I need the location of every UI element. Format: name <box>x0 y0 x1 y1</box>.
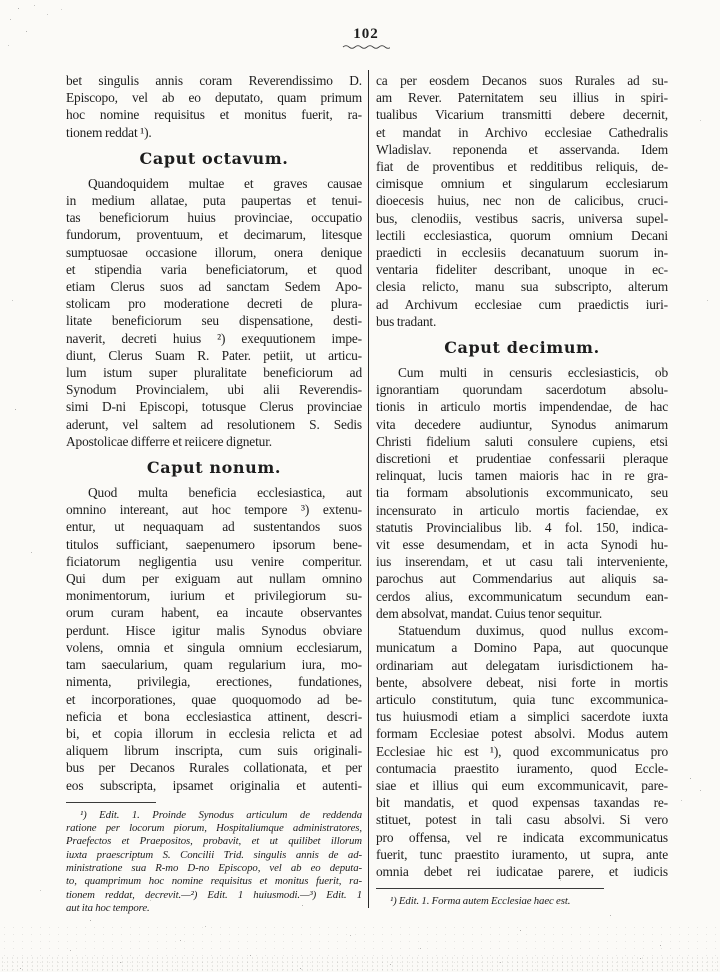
text-line: tualibus Vicarium transmitti debere decernit, <box>376 107 668 123</box>
footnote-line: tionem reddat, decrevit.—²) Edit. 1 huiusmodi.—³) Edit. 1 <box>66 888 362 901</box>
chapter-heading: Caput nonum. <box>146 458 282 478</box>
footnote-line: to, quamprimum hoc nomine requisitus et monitus fuerit, ra- <box>66 875 362 888</box>
text-line: ficiatorum negligentia usu venire comperitur. <box>66 553 362 569</box>
text-line: Wladislav. reponenda et asservanda. Idem <box>376 141 668 157</box>
text-line: fundorum, proventuum, et decimarum, litesque <box>66 227 362 243</box>
text-line: tionem reddat ¹). <box>66 124 152 140</box>
text-line: Apostolicae differre et reiicere dignetur. <box>66 433 272 449</box>
text-line: et mandat in Archivo ecclesiae Cathedralis <box>376 124 668 140</box>
text-line: contumacia praestito iuramento, quod Eccle- <box>376 760 668 776</box>
chapter-heading: Caput octavum. <box>139 148 289 168</box>
text-line: lum istum super pluralitate beneficiorum ad <box>66 365 362 381</box>
scan-speckles <box>0 0 1 1</box>
text-line: neficia et bona ecclesiastica attinent, descri- <box>66 708 362 724</box>
text-line: aderunt, vel saltem ad resolutionem S. Sedis <box>66 416 362 432</box>
text-line: statutis Provincialibus lib. 4 fol. 150, indica- <box>376 519 668 535</box>
text-line: bus, clenodiis, vestibus sacris, universa supel- <box>376 210 668 226</box>
text-line: stolicam pro moderatione decreti de plura- <box>66 296 362 312</box>
footnote-block <box>376 895 668 908</box>
text-line: aliquem librum inscripta, cum suis originali- <box>66 743 362 759</box>
left-column <box>66 72 362 915</box>
text-line: clesia relicto, manu sua subscripto, alterum <box>376 279 668 295</box>
text-line: ignorantiam quorundam sacerdotum absolu- <box>376 382 668 398</box>
footnote-line: Praefectos et Praepositos, probavit, et ut quilibet illorum <box>66 835 362 848</box>
text-line: diunt, Clerus Suam R. Pater. petiit, ut articu- <box>66 347 362 363</box>
paragraph <box>376 72 668 330</box>
paragraph <box>66 175 362 450</box>
footnote-line: aut ita hoc tempore. <box>66 901 150 914</box>
text-line: Cum multi in censuris ecclesiasticis, ob <box>398 365 668 381</box>
text-line: tia formam absolutionis excommunicato, seu <box>376 485 668 501</box>
text-line: ventaria fideliter describant, unoque in ec- <box>376 262 668 278</box>
text-line: discretioni et prudentiae confessarii pleraque <box>376 451 668 467</box>
text-line: tus huiusmodi etiam a simplici sacerdote iuxta <box>376 709 668 725</box>
wavy-underline <box>342 44 390 50</box>
text-line: bi, et copia illorum in ecclesia relicta et ad <box>66 725 362 741</box>
text-line: Quandoquidem multae et graves causae <box>88 175 362 191</box>
chapter-heading: Caput decimum. <box>444 338 600 358</box>
text-line: am Rever. Paternitatem seu illius in spiri- <box>376 90 668 106</box>
text-line: Christi fidelium saluti consulere cupiens, etsi <box>376 433 668 449</box>
footnote-line: ratione per locorum piorum, Hospitaliumque administratores, <box>66 822 362 835</box>
text-line: naverit, decreti huius ²) exequutionem impe- <box>66 330 362 346</box>
paragraph <box>376 622 668 880</box>
text-line: vita decedere audiuntur, Synodus animarum <box>376 416 668 432</box>
text-line: bente, absolvere debeat, nisi forte in mortis <box>376 674 668 690</box>
text-line: bus tradant. <box>376 313 437 329</box>
text-line: ordinariam aut delegatam iurisdictionem ha- <box>376 657 668 673</box>
footnote-line: iuxta praescriptum S. Concilii Trid. singulis annis de ad- <box>66 848 362 861</box>
footnote-separator <box>376 888 604 889</box>
text-line: Qui dum per exiguam aut nullam omnino <box>66 571 362 587</box>
footnote-line: ministratione sua R-mo D-no Episcopo, vel ab eo deputa- <box>66 861 362 874</box>
text-line: cimisque omnium et singularum ecclesiarum <box>376 176 668 192</box>
text-line: tam saecularium, quam regularium iura, mo- <box>66 657 362 673</box>
text-line: formam Ecclesiae potest absolvi. Modus autem <box>376 726 668 742</box>
text-line: siae et illius qui eum excommunicavit, pare- <box>376 777 668 793</box>
text-line: perdunt. Hisce igitur malis Synodus obviare <box>66 622 362 638</box>
text-line: pro offensa, vel re indicata excommunicatus <box>376 829 668 845</box>
text-line: lectili ecclesiastica, quorum omnium Decani <box>376 227 668 243</box>
text-line: ad Archivum ecclesiae cum praedictis iuri- <box>376 296 668 312</box>
text-line: Ecclesiae hic est ¹), quod excommunicatus pro <box>376 743 668 759</box>
text-line: stituet, potest in tali casu absolvi. Si vero <box>376 812 668 828</box>
text-line: ius inserendam, et ut casu tali interveniente, <box>376 554 668 570</box>
paragraph <box>376 364 668 622</box>
footnote-block <box>66 809 362 915</box>
column-divider <box>368 70 369 908</box>
page-number: 102 <box>353 26 379 42</box>
text-line: et stipendia varia beneficiatorum, et quod <box>66 261 362 277</box>
paragraph <box>66 72 362 141</box>
text-line: fuerit, tunc praestito iuramento, ut supra, ante <box>376 846 668 862</box>
text-line: nimenta, privilegia, erectiones, fundationes, <box>66 674 362 690</box>
text-line: omnia debet rei iudicatae parere, et iudicis <box>376 863 668 879</box>
text-line: entur, ut nequaquam ad sustentandos suos <box>66 519 362 535</box>
text-line: litate beneficiorum seu dispensatione, desti- <box>66 313 362 329</box>
paragraph <box>66 484 362 794</box>
text-line: et incorporationes, quae quoquomodo ad be- <box>66 691 362 707</box>
text-line: tas beneficiorum huius provinciae, occupatio <box>66 210 362 226</box>
text-line: Quod multa beneficia ecclesiastica, aut <box>88 485 362 501</box>
text-line: orum curam habent, ea incaute observantes <box>66 605 362 621</box>
text-line: bit mandatis, et quod expensas taxandas re- <box>376 795 668 811</box>
text-line: cerdos alius, excommunicatum secundum ean- <box>376 588 668 604</box>
text-line: dem absolvat, mandat. Cuius tenor sequitur. <box>376 605 603 621</box>
text-line: etiam Clerus suos ad sanctam Sedem Apo- <box>66 279 362 295</box>
text-line: hoc nomine requisitus et monitus fuerit, ra- <box>66 107 362 123</box>
text-line: Statuendum duximus, quod nullus excom- <box>398 623 668 639</box>
footnote-line: ¹) Edit. 1. Forma autem Ecclesiae haec est. <box>390 895 571 908</box>
text-line: incensurato in articulo mortis faciendae, ex <box>376 502 668 518</box>
text-line: praedicti in ecclesiis decanatuum suorum in- <box>376 245 668 261</box>
text-line: articulo constitutum, quia tunc excommunica- <box>376 691 668 707</box>
text-line: in medium allatae, puta paupertas et tenui- <box>66 193 362 209</box>
text-line: Synodum Provincialem, ubi alii Reverendis- <box>66 382 362 398</box>
text-line: volens, omnia et singula omnium ecclesiarum, <box>66 639 362 655</box>
text-line: titulos sufficiant, saepenumero ipsorum bene- <box>66 536 362 552</box>
text-line: ca per eosdem Decanos suos Rurales ad su- <box>376 73 668 88</box>
text-line: eos subscripta, ipsamet originalia et autenti- <box>66 777 362 793</box>
scan-noise-soft <box>0 924 720 972</box>
text-line: simi D-ni Episcopi, totusque Clerus provinciae <box>66 399 362 415</box>
text-line: fiat de proventibus et redditibus reliquis, de- <box>376 159 668 175</box>
scan-noise-band <box>0 956 720 972</box>
text-line: vit esse desumendam, et in acta Synodi hu- <box>376 537 668 553</box>
text-line: parochus aut Commendarius aut aliquis sa- <box>376 571 668 587</box>
text-line: relinquat, lucis tamen maioris hac in re gra- <box>376 468 668 484</box>
text-line: bet singulis annis coram Reverendissimo D. <box>66 73 362 88</box>
text-line: monimentorum, iurium et privilegiorum su- <box>66 588 362 604</box>
text-line: Episcopo, vel ab eo deputato, quam primum <box>66 90 362 106</box>
footnote-line: ¹) Edit. 1. Proinde Synodus articulum de reddenda <box>80 808 362 821</box>
text-line: municatum a Domino Papa, aut quocunque <box>376 640 668 656</box>
text-line: dioecesis huius, nec non de calicibus, cruci- <box>376 193 668 209</box>
text-line: tionis in articulo mortis impendendae, de hac <box>376 399 668 415</box>
text-line: sumptuosae occasione illorum, onera denique <box>66 244 362 260</box>
page-header <box>336 26 396 50</box>
text-line: omnino intereant, aut hoc tempore ³) extenu- <box>66 502 362 518</box>
footnote-separator <box>66 802 156 803</box>
text-line: bus per Decanos Rurales collationata, et per <box>66 760 362 776</box>
right-column <box>376 72 668 908</box>
